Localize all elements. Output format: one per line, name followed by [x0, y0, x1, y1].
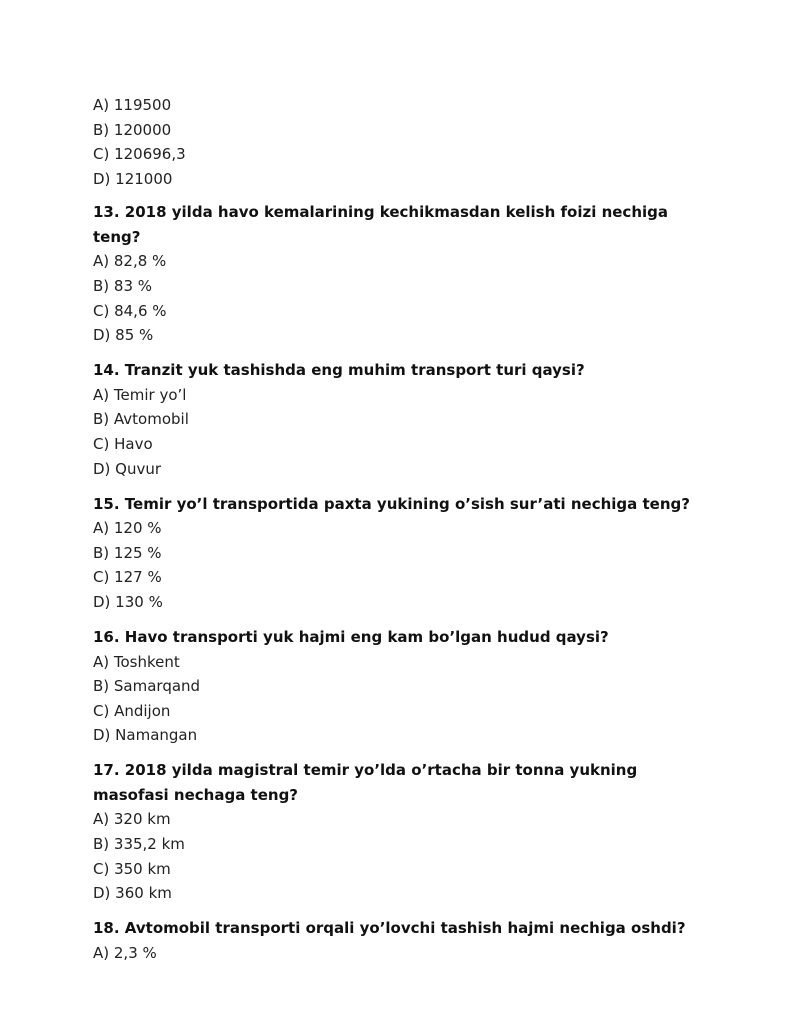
- question-title: 18. Avtomobil transporti orqali yo’lovchi tashish hajmi nechiga oshdi?: [93, 919, 686, 938]
- question-title: 17. 2018 yilda magistral temir yo’lda o’rtacha bir tonna yukning masofasi nechaga teng?: [93, 761, 638, 804]
- question-title: 16. Havo transporti yuk hajmi eng kam bo’lgan hudud qaysi?: [93, 628, 609, 646]
- option-d: D) 121000: [93, 169, 173, 188]
- question-16: [93, 625, 693, 748]
- question-17: [93, 758, 693, 905]
- option-b: B) 125 %: [93, 543, 162, 562]
- option-c: C) Andijon: [93, 701, 171, 720]
- question-12: [93, 93, 693, 191]
- option-c: C) 84,6 %: [93, 301, 167, 320]
- option-d: D) Namangan: [93, 726, 198, 745]
- option-c: C) Havo: [93, 434, 153, 453]
- option-a: A) 320 km: [93, 810, 171, 829]
- option-d: D) 130 %: [93, 592, 163, 611]
- option-c: C) 127 %: [93, 568, 162, 587]
- option-a: A) Temir yo’l: [93, 385, 187, 404]
- option-a: A) 2,3 %: [93, 943, 157, 962]
- option-b: B) Samarqand: [93, 677, 201, 696]
- question-13: [93, 200, 693, 347]
- option-c: C) 350 km: [93, 859, 171, 878]
- question-14: [93, 358, 693, 481]
- question-title: 15. Temir yo’l transportida paxta yukining o’sish sur’ati nechiga teng?: [93, 494, 690, 513]
- option-b: B) 83 %: [93, 276, 153, 295]
- option-b: B) 335,2 km: [93, 834, 185, 853]
- question-title: 14. Tranzit yuk tashishda eng muhim transport turi qaysi?: [93, 361, 585, 380]
- option-d: D) 85 %: [93, 326, 154, 345]
- option-d: D) Quvur: [93, 459, 162, 478]
- document-page: [93, 93, 693, 965]
- option-b: B) 120000: [93, 120, 172, 139]
- option-a: A) 119500: [93, 96, 172, 114]
- question-15: [93, 492, 693, 615]
- option-d: D) 360 km: [93, 884, 172, 903]
- question-title: 13. 2018 yilda havo kemalarining kechikmasdan kelish foizi nechiga teng?: [93, 203, 668, 246]
- option-b: B) Avtomobil: [93, 410, 189, 429]
- option-a: A) Toshkent: [93, 652, 180, 671]
- question-18: [93, 916, 693, 965]
- option-c: C) 120696,3: [93, 145, 186, 164]
- option-a: A) 120 %: [93, 519, 162, 538]
- option-a: A) 82,8 %: [93, 252, 167, 271]
